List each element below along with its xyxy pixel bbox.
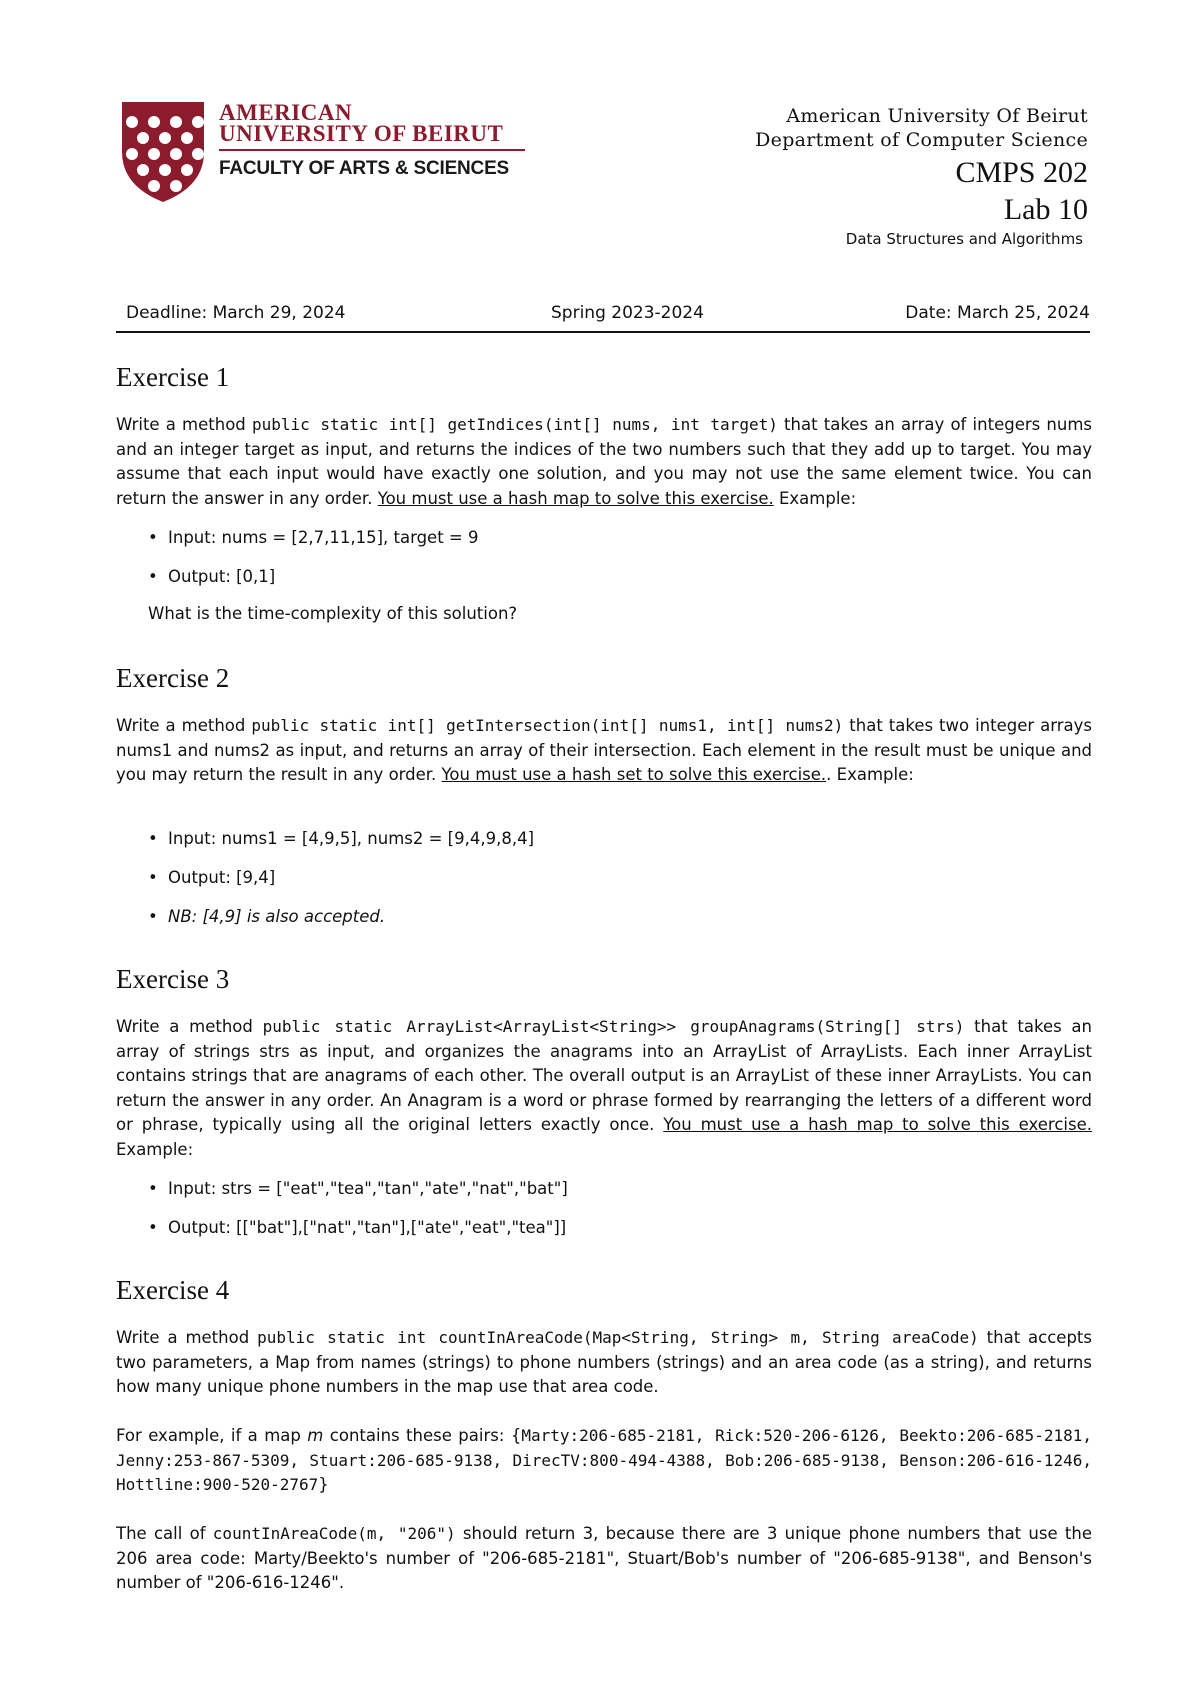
course-code: CMPS 202 (955, 156, 1088, 189)
exercise-1-title: Exercise 1 (116, 362, 230, 392)
course-subtitle: Data Structures and Algorithms (845, 230, 1083, 248)
method-call: countInAreaCode(m, "206") (212, 1524, 456, 1543)
university-name: American University Of Beirut (786, 105, 1088, 127)
logo-line-university: UNIVERSITY OF BEIRUT (219, 121, 504, 146)
requirement-note: You must use a hash map to solve this exercise. (377, 488, 774, 508)
method-signature: public static int countInAreaCode(Map<String, String> m, String areaCode) (257, 1328, 979, 1347)
example-output: • Output: [0,1] (146, 565, 479, 604)
requirement-note: You must use a hash set to solve this exercise. (441, 765, 827, 784)
logo-divider (219, 149, 525, 151)
example-output: • Output: [["bat"],["nat","tan"],["ate","eat","tea"]] (146, 1216, 568, 1255)
exercise-3-title: Exercise 3 (116, 964, 230, 994)
header-divider (116, 331, 1090, 333)
example-input: • Input: nums1 = [4,9,5], nums2 = [9,4,9,8,4] (146, 827, 534, 866)
deadline-text: Deadline: March 29, 2024 (126, 303, 346, 323)
document-header (755, 104, 1088, 250)
exercise-4-description: Write a method public static int countInAreaCode(Map<String, String> m, String areaCode) that accepts two parameters, a Map from names (strings) to phone numbers (strings) and an area code (as a string), and returns how many unique phone numbers in the map use that area code. (116, 1328, 1092, 1396)
method-signature: public static ArrayList<ArrayList<String>> groupAnagrams(String[] strs) (262, 1017, 965, 1036)
exercise-1-examples (146, 526, 479, 604)
meta-row (116, 303, 1090, 329)
requirement-note: You must use a hash map to solve this exercise. (663, 1115, 1092, 1134)
method-signature: public static int[] getIndices(int[] nums, int target) (251, 415, 778, 434)
example-output: • Output: [9,4] (146, 866, 534, 905)
example-note: • NB: [4,9] is also accepted. (146, 905, 534, 944)
exercise-4-title: Exercise 4 (116, 1275, 230, 1305)
map-variable: m (307, 1426, 324, 1445)
exercise-4-example: For example, if a map m contains these pairs: {Marty:206-685-2181, Rick:520-206-6126, Beekto:206-685-2181, Jenny:253-867-5309, Stuart:206-685-9138, DirecTV:800-494-4388, Bob:206-685-9138, Benson:206-616-1246, Hottline:900-520-2767} (116, 1426, 1092, 1494)
exercise-4-explanation: The call of countInAreaCode(m, "206") should return 3, because there are 3 unique phone numbers that use the 206 area code: Marty/Beekto's number of "206-685-2181", Stuart/Bob's number of "206-685-9138", and Benson's number of "206-616-1246". (116, 1524, 1092, 1592)
aub-logo (120, 100, 540, 205)
exercise-1-description: Write a method public static int[] getIndices(int[] nums, int target) that takes an array of integers nums and an integer target as input, and returns the indices of the two numbers such that they add up to target. You may assume that each input would have exactly one solution, and you may not use the same element twice. You can return the answer in any order. You must use a hash map to solve this exercise. Example: (116, 415, 1093, 508)
department-name: Department of Computer Science (755, 129, 1088, 151)
lab-title: Lab 10 (1003, 193, 1088, 226)
term-text: Spring 2023-2024 (551, 303, 704, 323)
exercise-2-title: Exercise 2 (116, 663, 230, 693)
logo-line-american: AMERICAN (219, 100, 353, 125)
exercise-1-question: What is the time-complexity of this solution? (148, 604, 518, 623)
method-signature: public static int[] getIntersection(int[] nums1, int[] nums2) (251, 716, 844, 735)
logo-line-faculty: FACULTY OF ARTS & SCIENCES (219, 158, 510, 179)
map-pairs: Marty:206-685-2181, Rick:520-206-6126, Beekto:206-685-2181, Jenny:253-867-5309, Stuart:206-685-9138, DirecTV:800-494-4388, Bob:206-685-9138, Benson:206-616-1246, Hottline:900-520-2767 (116, 1426, 1092, 1494)
example-input: • Input: nums = [2,7,11,15], target = 9 (146, 526, 479, 565)
exercise-2-examples (146, 827, 534, 944)
example-input: • Input: strs = ["eat","tea","tan","ate","nat","bat"] (146, 1177, 568, 1216)
exercise-3-description: Write a method public static ArrayList<ArrayList<String>> groupAnagrams(String[] strs) that takes an array of strings strs as input, and organizes the anagrams into an ArrayList of ArrayLists. Each inner ArrayList contains strings that are anagrams of each other. The overall output is an ArrayList of these inner ArrayLists. You can return the answer in any order. An Anagram is a word or phrase formed by rearranging the letters of a different word or phrase, typically using all the original letters exactly once. You must use a hash map to solve this exercise. Example: (116, 1017, 1092, 1159)
shield-crest-icon (120, 100, 206, 204)
exercise-2-description: Write a method public static int[] getIntersection(int[] nums1, int[] nums2) that takes two integer arrays nums1 and nums2 as input, and returns an array of their intersection. Each element in the result must be unique and you may return the result in any order. You must use a hash set to solve this exercise.. Example: (116, 716, 1092, 784)
date-text: Date: March 25, 2024 (905, 303, 1090, 323)
exercise-3-examples (146, 1177, 568, 1255)
